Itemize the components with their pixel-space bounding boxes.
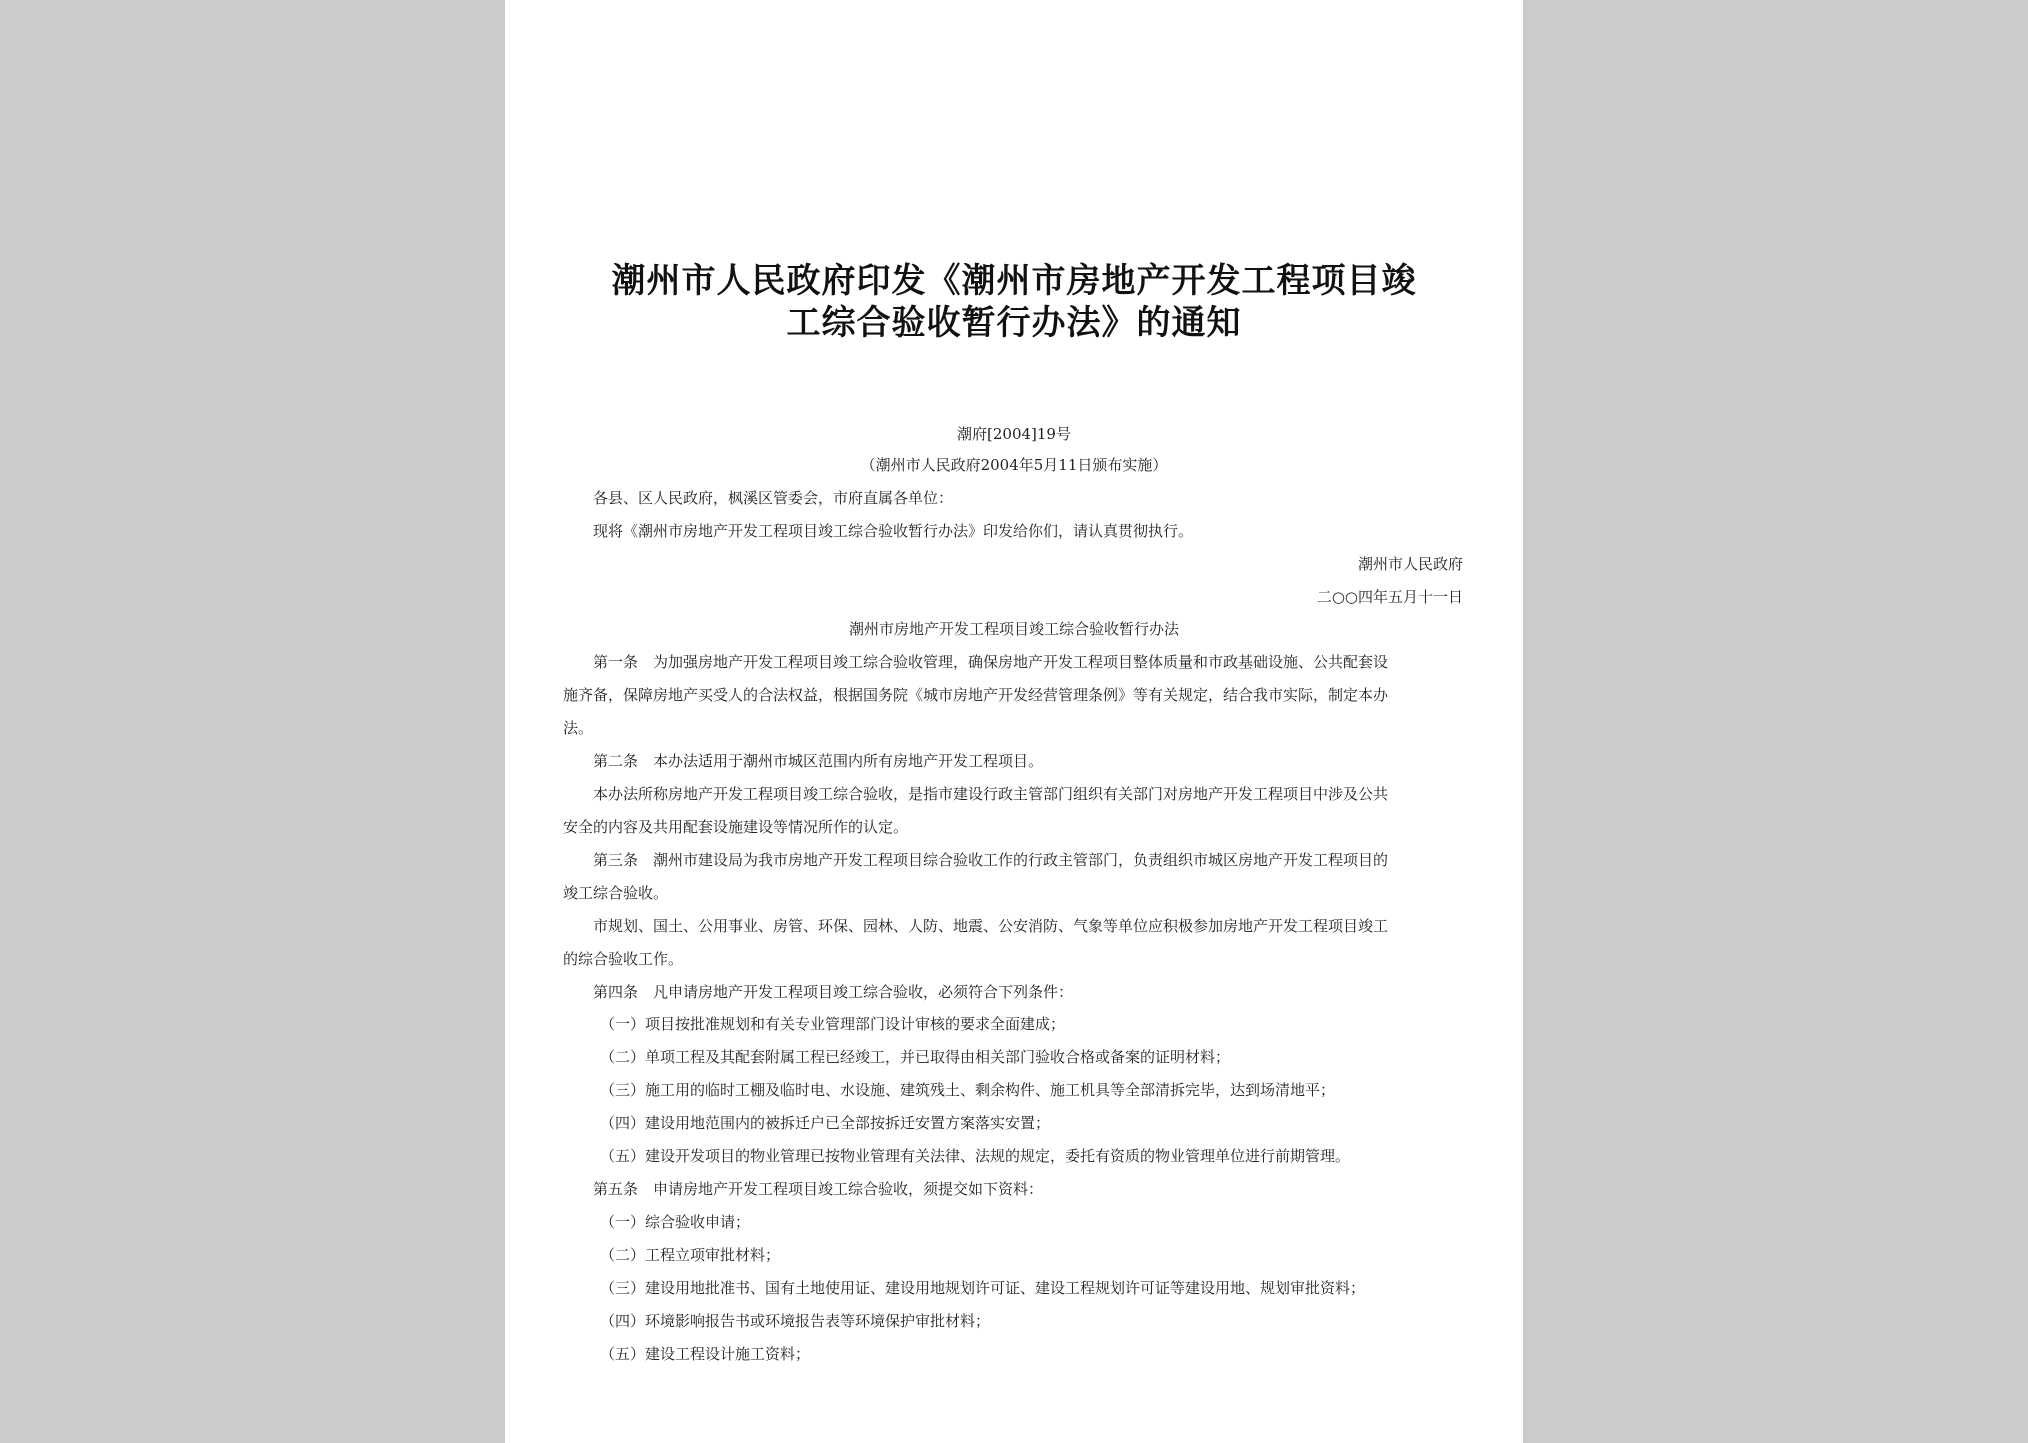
list-item: （四）环境影响报告书或环境报告表等环境保护审批材料； [600,1312,991,1330]
document-page [505,0,1523,1443]
measures-title: 潮州市房地产开发工程项目竣工综合验收暂行办法 [848,620,1179,638]
signature-date: 二○○四年五月十一日 [1316,588,1463,606]
body-line: 第四条 凡申请房地产开发工程项目竣工综合验收，必须符合下列条件： [593,983,1074,1001]
list-item: （五）建设开发项目的物业管理已按物业管理有关法律、法规的规定，委托有资质的物业管理单位进行前期管理。 [600,1147,1351,1165]
body-line: 第五条 申请房地产开发工程项目竣工综合验收，须提交如下资料： [593,1180,1044,1198]
body-line: 第二条 本办法适用于潮州市城区范围内所有房地产开发工程项目。 [593,752,1044,770]
title-line: 工综合验收暂行办法》的通知 [786,303,1242,343]
intro-paragraph: 现将《潮州市房地产开发工程项目竣工综合验收暂行办法》印发给你们，请认真贯彻执行。 [593,522,1194,540]
body-line: 本办法所称房地产开发工程项目竣工综合验收，是指市建设行政主管部门组织有关部门对房地产开发工程项目中涉及公共 [593,785,1389,803]
body-line: 施齐备，保障房地产买受人的合法权益，根据国务院《城市房地产开发经营管理条例》等有关规定，结合我市实际，制定本办 [563,686,1389,704]
promulgation-note: （潮州市人民政府2004年5月11日颁布实施） [860,456,1168,474]
body-line: 竣工综合验收。 [563,884,669,902]
document-title [545,260,1483,344]
body-line: 第三条 潮州市建设局为我市房地产开发工程项目综合验收工作的行政主管部门，负责组织市城区房地产开发工程项目的 [593,851,1389,869]
list-item: （一）综合验收申请； [600,1213,751,1231]
body-line: 的综合验收工作。 [563,950,684,968]
body-line: 安全的内容及共用配套设施建设等情况所作的认定。 [563,818,909,836]
body-line: 法。 [563,719,594,737]
document-number: 潮府[2004]19号 [957,425,1071,443]
signature-org: 潮州市人民政府 [1357,555,1463,573]
body-line: 第一条 为加强房地产开发工程项目竣工综合验收管理，确保房地产开发工程项目整体质量和市政基础设施、公共配套设 [593,653,1389,671]
list-item: （二）工程立项审批材料； [600,1246,781,1264]
list-item: （四）建设用地范围内的被拆迁户已全部按拆迁安置方案落实安置； [600,1114,1051,1132]
addressee: 各县、区人民政府，枫溪区管委会，市府直属各单位： [593,489,954,507]
body-line: 市规划、国土、公用事业、房管、环保、园林、人防、地震、公安消防、气象等单位应积极参加房地产开发工程项目竣工 [593,917,1389,935]
list-item: （五）建设工程设计施工资料； [600,1345,811,1363]
title-line: 潮州市人民政府印发《潮州市房地产开发工程项目竣 [611,261,1417,301]
list-item: （二）单项工程及其配套附属工程已经竣工，并已取得由相关部门验收合格或备案的证明材料； [600,1048,1231,1066]
list-item: （三）建设用地批准书、国有土地使用证、建设用地规划许可证、建设工程规划许可证等建设用地、规划审批资料； [600,1279,1366,1297]
list-item: （一）项目按批准规划和有关专业管理部门设计审核的要求全面建成； [600,1015,1066,1033]
list-item: （三）施工用的临时工棚及临时电、水设施、建筑残土、剩余构件、施工机具等全部清拆完毕，达到场清地平； [600,1081,1336,1099]
